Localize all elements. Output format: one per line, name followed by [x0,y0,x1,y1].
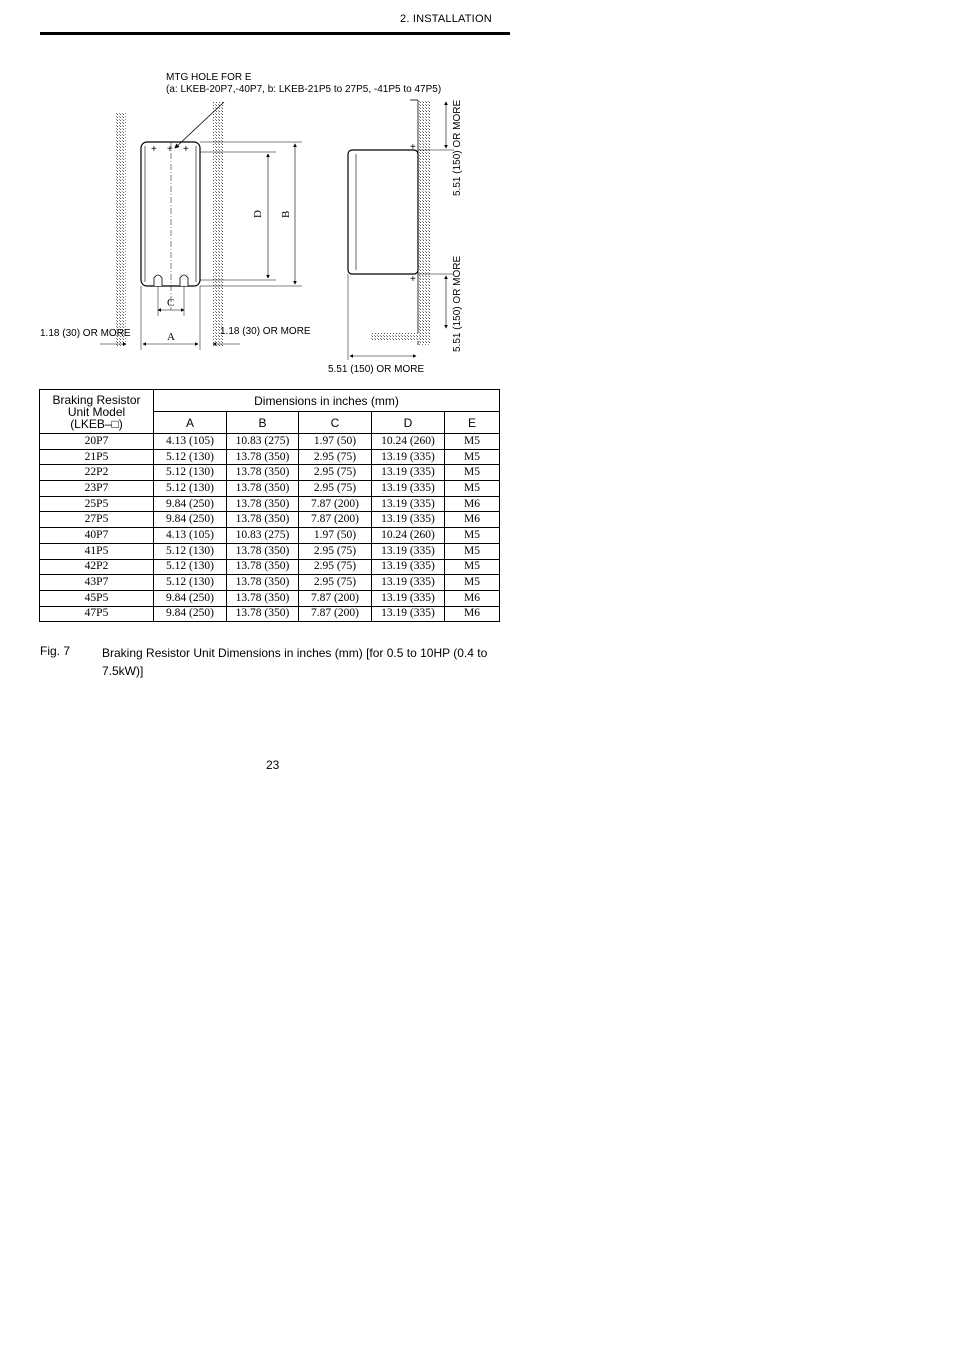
dim-d-cell: 13.19 (335) [372,575,445,591]
dim-c-cell: 7.87 (200) [299,512,372,528]
model-cell: 45P5 [40,590,154,606]
dim-c-cell: 2.95 (75) [299,481,372,497]
table-row [40,606,500,622]
dim-e-cell: M5 [445,465,500,481]
svg-text:+: + [167,144,173,155]
model-cell: 27P5 [40,512,154,528]
dim-a-label: A [167,331,175,343]
dim-a-cell: 5.12 (130) [154,465,227,481]
model-cell: 47P5 [40,606,154,622]
dim-e-cell: M5 [445,481,500,497]
mtg-hole-detail: (a: LKEB-20P7,-40P7, b: LKEB-21P5 to 27P5, -41P5 to 47P5) [166,84,442,95]
dim-d-label: D [252,210,264,218]
dim-e-cell: M5 [445,543,500,559]
unit-front-body [141,142,200,286]
model-header-line1: Braking Resistor [52,392,141,407]
rear-clearance-label: 5.51 (150) OR MORE [328,364,425,375]
dim-a-cell: 4.13 (105) [154,434,227,450]
dim-a-cell: 5.12 (130) [154,481,227,497]
column-header-a: A [154,412,227,434]
dim-d-cell: 13.19 (335) [372,512,445,528]
dim-b-cell: 13.78 (350) [227,559,299,575]
dim-e-cell: M5 [445,559,500,575]
left-clearance-label: 1.18 (30) OR MORE [40,328,131,339]
model-cell: 25P5 [40,496,154,512]
dim-a-cell: 5.12 (130) [154,449,227,465]
dim-c-cell: 2.95 (75) [299,465,372,481]
table-row [40,590,500,606]
dim-e-cell: M5 [445,528,500,544]
dim-b-cell: 13.78 (350) [227,575,299,591]
dim-a-cell: 5.12 (130) [154,559,227,575]
dim-b-cell: 13.78 (350) [227,590,299,606]
dim-b-cell: 13.78 (350) [227,496,299,512]
dim-b-cell: 13.78 (350) [227,465,299,481]
dim-e-cell: M5 [445,575,500,591]
dim-e-cell: M6 [445,606,500,622]
column-header-b: B [227,412,299,434]
figure-caption: Braking Resistor Unit Dimensions in inches (mm) [for 0.5 to 10HP (0.4 to 7.5kW)] [102,646,488,678]
dim-d-cell: 10.24 (260) [372,528,445,544]
dimension-drawing [30,60,510,380]
dim-c-cell: 2.95 (75) [299,575,372,591]
dim-a-cell: 9.84 (250) [154,496,227,512]
dim-c-cell: 2.95 (75) [299,543,372,559]
table-row [40,543,500,559]
dim-c-cell: 1.97 (50) [299,434,372,450]
model-header-line2: Unit Model [67,404,126,419]
page-number: 23 [266,758,280,772]
dim-a-cell: 5.12 (130) [154,575,227,591]
svg-text:+: + [410,142,416,153]
model-cell: 20P7 [40,434,154,450]
dim-a-cell: 4.13 (105) [154,528,227,544]
dim-c-cell: 1.97 (50) [299,528,372,544]
dim-c-cell: 2.95 (75) [299,449,372,465]
dim-b-cell: 13.78 (350) [227,512,299,528]
table-row [40,465,500,481]
svg-text:+: + [183,144,189,155]
dim-d-cell: 13.19 (335) [372,559,445,575]
column-header-e: E [445,412,500,434]
model-cell: 21P5 [40,449,154,465]
mtg-hole-label: MTG HOLE FOR E [166,72,252,83]
dim-e-cell: M6 [445,512,500,528]
model-cell: 41P5 [40,543,154,559]
dim-c-cell: 7.87 (200) [299,606,372,622]
section-header: 2. INSTALLATION [400,13,492,25]
dim-b-cell: 10.83 (275) [227,434,299,450]
dim-c-cell: 2.95 (75) [299,559,372,575]
dim-b-label: B [280,210,292,218]
dim-a-cell: 9.84 (250) [154,590,227,606]
side-wall-hatch [418,100,430,345]
unit-side-body [348,150,418,274]
dim-c-cell: 7.87 (200) [299,496,372,512]
table-row [40,512,500,528]
dim-b-cell: 13.78 (350) [227,543,299,559]
model-cell: 40P7 [40,528,154,544]
dim-d-cell: 13.19 (335) [372,481,445,497]
svg-text:+: + [410,274,416,285]
dim-d-cell: 13.19 (335) [372,465,445,481]
header-rule [40,32,510,35]
table-row [40,434,500,450]
dim-b-cell: 13.78 (350) [227,481,299,497]
model-cell: 22P2 [40,465,154,481]
table-row [40,528,500,544]
dim-a-cell: 9.84 (250) [154,512,227,528]
dim-b-cell: 13.78 (350) [227,606,299,622]
dim-e-cell: M6 [445,590,500,606]
right-wall-hatch [213,102,224,347]
table-row [40,481,500,497]
dim-a-cell: 9.84 (250) [154,606,227,622]
dim-e-cell: M5 [445,449,500,465]
dim-a-cell: 5.12 (130) [154,543,227,559]
dimensions-table [39,389,500,622]
dimensions-group-header: Dimensions in inches (mm) [154,390,500,412]
table-row [40,496,500,512]
top-clearance-label: 5.51 (150) OR MORE [452,99,463,196]
dim-e-cell: M5 [445,434,500,450]
dim-b-cell: 10.83 (275) [227,528,299,544]
model-column-header [40,390,154,434]
dim-c-label: C [167,297,175,309]
table-row [40,559,500,575]
dim-d-cell: 10.24 (260) [372,434,445,450]
dim-c-cell: 7.87 (200) [299,590,372,606]
model-cell: 42P2 [40,559,154,575]
column-header-c: C [299,412,372,434]
svg-text:+: + [151,144,157,155]
table-row [40,449,500,465]
model-cell: 43P7 [40,575,154,591]
dim-d-cell: 13.19 (335) [372,543,445,559]
model-cell: 23P7 [40,481,154,497]
column-header-d: D [372,412,445,434]
dim-d-cell: 13.19 (335) [372,590,445,606]
dim-d-cell: 13.19 (335) [372,606,445,622]
dim-b-cell: 13.78 (350) [227,449,299,465]
dim-d-cell: 13.19 (335) [372,449,445,465]
dim-e-cell: M6 [445,496,500,512]
bottom-clearance-label: 5.51 (150) OR MORE [452,255,463,352]
right-clearance-label: 1.18 (30) OR MORE [220,326,311,337]
table-row [40,575,500,591]
dim-d-cell: 13.19 (335) [372,496,445,512]
figure-label: Fig. 7 [40,644,71,658]
left-wall-hatch [115,112,126,347]
model-header-line3: (LKEB–□) [70,416,123,431]
floor-hatch [370,333,430,341]
